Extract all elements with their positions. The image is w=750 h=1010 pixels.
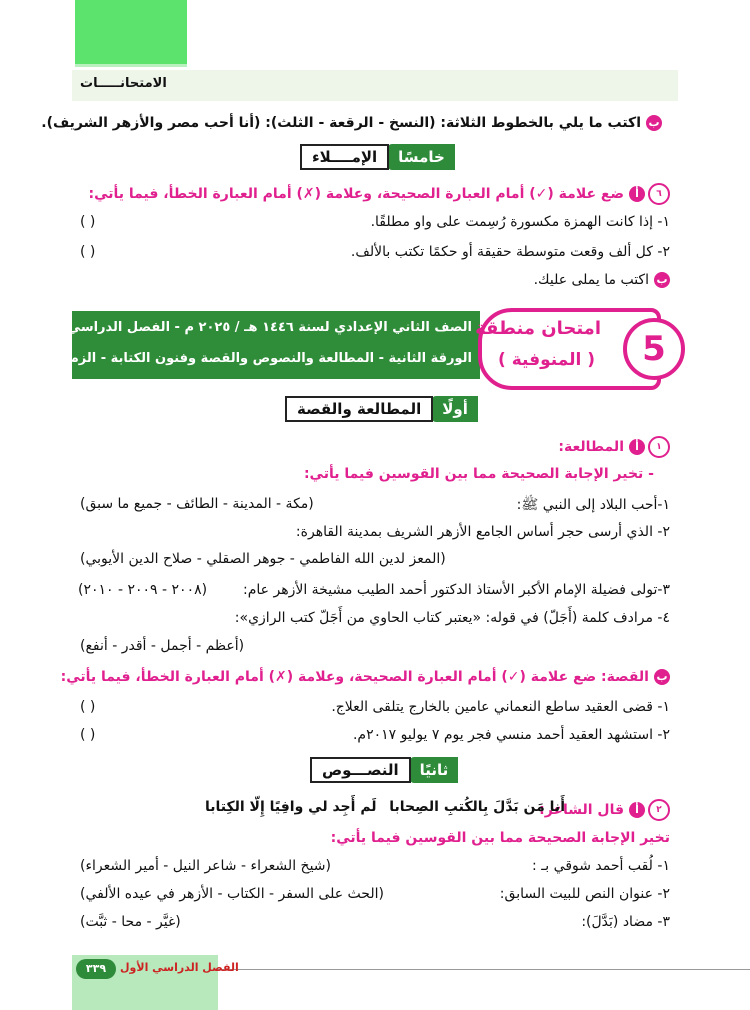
answer-paren-3: ( ): [80, 699, 96, 715]
section-title-reading: [285, 395, 478, 423]
bullet-a-icon: أ: [629, 186, 645, 202]
bullet-a-icon: أ: [629, 439, 645, 455]
q1-item-4-options: (أعظم - أجمل - أقدر - أنفع): [80, 638, 245, 654]
footer-term: الفصل الدراسي الأول: [120, 961, 239, 974]
section-num: ثانيًا: [410, 757, 459, 783]
section-title-dictation: [300, 143, 455, 171]
exam-info-band: [1, 311, 480, 379]
q-calligraphy-text: اكتب ما يلي بالخطوط الثلاثة: (النسخ - الرقعة - الثلث): (أنا أحب مصر والأزهر الشريف).: [41, 115, 641, 131]
q1-b-label: بالقصة: ضع علامة (✓) أمام العبارة الصحيحة، وعلامة (✗) أمام العبارة الخطأ، فيما يأتي:: [61, 669, 670, 685]
q2-item-2: ٢- عنوان النص للبيت السابق:: [499, 886, 670, 902]
q-calligraphy: [41, 115, 662, 131]
answer-paren-2: ( ): [80, 244, 96, 260]
section-num: خامسًا: [388, 144, 455, 170]
q1-b-item-2: ٢- استشهد العقيد أحمد منسي فجر يوم ٧ يوليو ٢٠١٧م.: [352, 727, 670, 743]
q1-item-3-options: (٢٠٠٨ - ٢٠٠٩ - ٢٠١٠): [78, 582, 208, 598]
answer-paren-4: ( ): [80, 727, 96, 743]
q6-b: باكتب ما يملى عليك.: [534, 272, 670, 288]
bullet-b-icon: ب: [654, 272, 670, 288]
section-name: الإمــــلاء: [300, 144, 389, 170]
bullet-b-icon: ب: [646, 115, 662, 131]
question-badge: ٦: [648, 183, 670, 205]
q6-item-2: ٢- كل ألف وقعت متوسطة حقيقة أو حكمًا تكتب بالألف.: [350, 244, 670, 260]
q1-item-2-options: (المعز لدين الله الفاطمي - جوهر الصقلي - صلاح الدين الأيوبي): [80, 551, 446, 567]
q2-item-2-options: (الحث على السفر - الكتاب - الأزهر في عيده الألفي): [80, 886, 384, 902]
q2-item-1-options: (شيخ الشعراء - شاعر النيل - أمير الشعراء): [80, 858, 331, 874]
bullet-a-icon: أ: [629, 802, 645, 818]
bullet-b-icon: ب: [654, 669, 670, 685]
q6-item-1: ١- إذا كانت الهمزة مكسورة رُسِمت على واو مطلقًا.: [370, 214, 670, 230]
exam-region-line-1: امتحان منطقة: [475, 318, 601, 339]
section-title-texts: [310, 756, 458, 784]
answer-paren-1: ( ): [80, 214, 96, 230]
exam-number: 5: [623, 318, 685, 380]
question-badge: ٢: [648, 799, 670, 821]
section-num: أولًا: [432, 396, 478, 422]
q1-item-1: ١-أحب البلاد إلى النبي ﷺ:: [516, 497, 670, 513]
header-title: الامتحانـــــات: [80, 76, 167, 91]
section-name: النصـــوص: [310, 757, 411, 783]
verse-second-hemistich: لَم أَجِد لي وافِيًا إِلّا الكِتابا: [205, 799, 377, 815]
section-name: المطالعة والقصة: [285, 396, 433, 422]
page-number: ٣٣٩: [76, 959, 116, 979]
q1-item-1-options: (مكة - المدينة - الطائف - جميع ما سبق): [80, 496, 314, 512]
question-badge: ١: [648, 436, 670, 458]
q2-item-1: ١- لُقب أحمد شوقي بـ :: [532, 858, 670, 874]
q6-instruction: ٦أضع علامة (✓) أمام العبارة الصحيحة، وعلامة (✗) أمام العبارة الخطأ، فيما يأتي:: [89, 183, 671, 205]
q2-item-3: ٣- مضاد (بَدَّلَ):: [581, 914, 670, 930]
footer-divider: [215, 969, 750, 970]
q1-b-item-1: ١- قضى العقيد ساطع النعماني عامين بالخارج يتلقى العلاج.: [331, 699, 670, 715]
verse-first-hemistich: أَنا مَن بَدَّلَ بِالكُتبِ الصِحابا: [389, 799, 565, 815]
q2-instruction: تخير الإجابة الصحيحة مما بين القوسين فيما يأتي:: [330, 830, 670, 846]
q1-instruction: - تخير الإجابة الصحيحة مما بين القوسين فيما يأتي:: [303, 466, 654, 482]
q1-item-3: ٣-تولى فضيلة الإمام الأكبر الأستاذ الدكتور أحمد الطيب مشيخة الأزهر عام:: [243, 582, 670, 598]
top-green-underline: [75, 64, 187, 67]
exam-line-2: الورقة الثانية - المطالعة والنصوص والقصة وفنون الكتابة - الزمن: ساعتان: [1, 351, 472, 366]
q1-item-4: ٤- مرادف كلمة (أَجَلّ) في قوله: «يعتبر كتاب الحاوي من أَجَلّ كتب الرازي»:: [234, 610, 670, 626]
q1-item-2: ٢- الذي أرسى حجر أساس الجامع الأزهر الشريف بمدينة القاهرة:: [295, 524, 670, 540]
q2-item-3-options: (غيَّر - محا - ثبَّت): [80, 914, 181, 930]
exam-region-line-2: ( المنوفية ): [498, 350, 595, 370]
top-green-block: [75, 0, 187, 64]
q2-label: ٢أقال الشاعر:: [539, 799, 670, 821]
exam-line-1: الصف الثاني الإعدادي لسنة ١٤٤٦ هـ / ٢٠٢٥ م - الفصل الدراسي الأول: [29, 320, 472, 335]
q1-label: ١أالمطالعة:: [558, 436, 670, 458]
